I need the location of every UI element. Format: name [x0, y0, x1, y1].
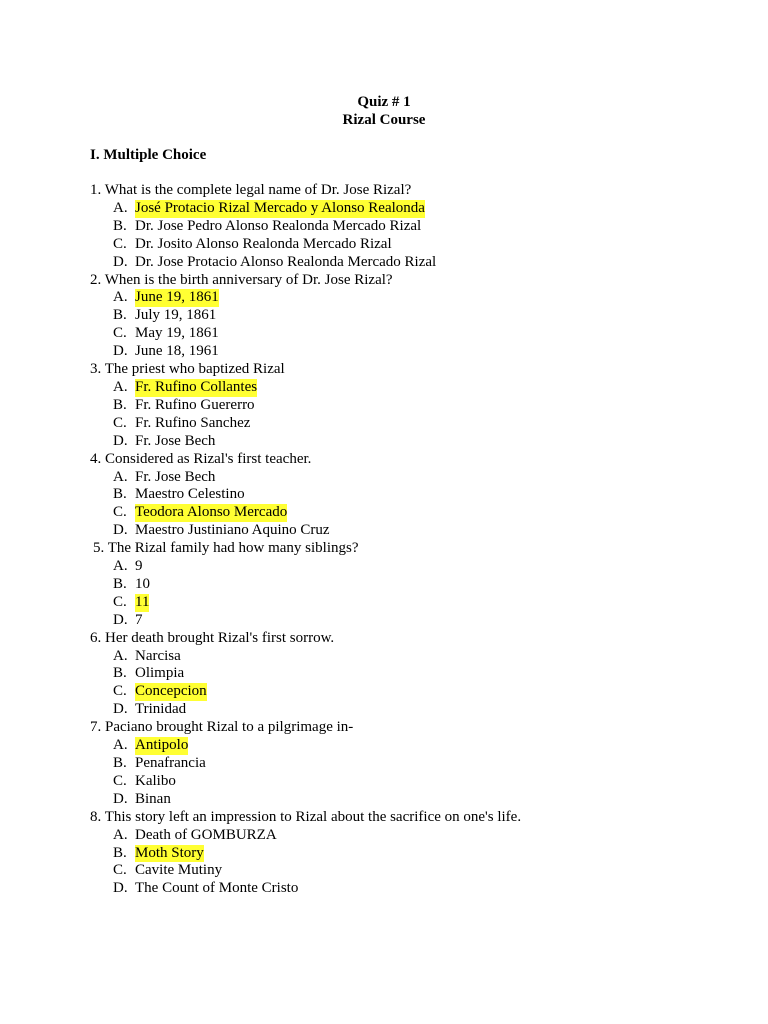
option-letter: B.: [113, 844, 127, 861]
answer-option: [90, 773, 710, 791]
answer-option: [90, 576, 710, 594]
answer-option: [90, 254, 710, 272]
answer-option: [90, 504, 710, 522]
option-letter: B.: [113, 217, 127, 234]
answer-option: [90, 522, 710, 540]
option-text: Fr. Jose Bech: [135, 468, 216, 485]
option-letter: A.: [113, 378, 128, 395]
page-subtitle: Rizal Course: [342, 112, 426, 128]
question-list: [90, 182, 710, 898]
option-letter: A.: [113, 737, 128, 754]
option-text: Kalibo: [135, 772, 176, 789]
option-text: Dr. Josito Alonso Realonda Mercado Rizal: [135, 235, 392, 252]
option-letter: B.: [113, 396, 127, 413]
option-letter: C.: [113, 862, 127, 879]
question-text: 2. When is the birth anniversary of Dr. Jose Rizal?: [90, 271, 393, 288]
answer-option: [90, 469, 710, 487]
option-letter: A.: [113, 468, 128, 485]
highlighted-answer: Fr. Rufino Collantes: [135, 378, 258, 395]
answer-option: [90, 594, 710, 612]
answer-option: [90, 827, 710, 845]
highlighted-answer: Moth Story: [135, 844, 204, 861]
answer-option: [90, 791, 710, 809]
option-letter: D.: [113, 790, 128, 807]
answer-option: [90, 737, 710, 755]
option-letter: A.: [113, 558, 128, 575]
option-text: June 18, 1961: [135, 343, 219, 360]
answer-option: [90, 397, 710, 415]
option-letter: D.: [113, 611, 128, 628]
option-text: Dr. Jose Protacio Alonso Realonda Mercado Rizal: [135, 253, 437, 270]
question-text: 7. Paciano brought Rizal to a pilgrimage in-: [90, 719, 354, 736]
option-letter: C.: [113, 683, 127, 700]
answer-option: [90, 379, 710, 397]
option-text: May 19, 1861: [135, 325, 219, 342]
option-text: 9: [135, 558, 143, 575]
section-heading: I. Multiple Choice: [90, 147, 207, 163]
option-letter: B.: [113, 307, 127, 324]
option-letter: C.: [113, 325, 127, 342]
answer-option: [90, 612, 710, 630]
option-text: Maestro Celestino: [135, 486, 245, 503]
option-letter: A.: [113, 199, 128, 216]
title-block: [0, 93, 768, 129]
answer-option: [90, 325, 710, 343]
option-text: Cavite Mutiny: [135, 862, 223, 879]
answer-option: [90, 845, 710, 863]
question-text: 1. What is the complete legal name of Dr. Jose Rizal?: [90, 182, 412, 198]
answer-option: [90, 755, 710, 773]
option-text: Maestro Justiniano Aquino Cruz: [135, 522, 330, 539]
answer-option: [90, 236, 710, 254]
option-text: Fr. Rufino Guererro: [135, 396, 255, 413]
answer-option: [90, 648, 710, 666]
question-text: 4. Considered as Rizal's first teacher.: [90, 450, 312, 467]
option-letter: D.: [113, 880, 128, 897]
option-letter: B.: [113, 665, 127, 682]
page-title: Quiz # 1: [357, 94, 411, 110]
question-text: 6. Her death brought Rizal's first sorrow.: [90, 629, 335, 646]
option-text: Trinidad: [135, 701, 187, 718]
option-text: Fr. Jose Bech: [135, 432, 216, 449]
highlighted-answer: Concepcion: [135, 683, 207, 700]
answer-option: [90, 433, 710, 451]
option-text: Death of GOMBURZA: [135, 826, 277, 843]
option-letter: D.: [113, 522, 128, 539]
answer-option: [90, 665, 710, 683]
answer-option: [90, 343, 710, 361]
answer-option: [90, 880, 710, 898]
question-text: 3. The priest who baptized Rizal: [90, 361, 285, 378]
option-text: 10: [135, 575, 150, 592]
answer-option: [90, 218, 710, 236]
option-letter: B.: [113, 575, 127, 592]
option-text: Binan: [135, 790, 171, 807]
option-text: Dr. Jose Pedro Alonso Realonda Mercado Rizal: [135, 217, 422, 234]
option-text: The Count of Monte Cristo: [135, 880, 299, 897]
answer-option: [90, 200, 710, 218]
highlighted-answer: June 19, 1861: [135, 289, 219, 306]
question-text: 8. This story left an impression to Rizal about the sacrifice on one's life.: [90, 808, 522, 825]
answer-option: [90, 486, 710, 504]
option-letter: A.: [113, 647, 128, 664]
option-letter: C.: [113, 772, 127, 789]
option-text: Penafrancia: [135, 755, 206, 771]
option-text: July 19, 1861: [135, 307, 217, 324]
highlighted-answer: Teodora Alonso Mercado: [135, 504, 288, 521]
option-letter: C.: [113, 593, 127, 610]
option-letter: B.: [113, 755, 127, 771]
answer-option: [90, 701, 710, 719]
option-letter: D.: [113, 432, 128, 449]
answer-option: [90, 558, 710, 576]
answer-option: [90, 307, 710, 325]
option-text: 7: [135, 611, 143, 628]
option-letter: B.: [113, 486, 127, 503]
option-text: Narcisa: [135, 647, 181, 664]
option-letter: D.: [113, 701, 128, 718]
option-text: Fr. Rufino Sanchez: [135, 414, 251, 431]
answer-option: [90, 289, 710, 307]
option-letter: A.: [113, 289, 128, 306]
option-text: Olimpia: [135, 665, 185, 682]
option-letter: C.: [113, 235, 127, 252]
option-letter: C.: [113, 504, 127, 521]
option-letter: A.: [113, 826, 128, 843]
highlighted-answer: Antipolo: [135, 737, 189, 754]
option-letter: D.: [113, 343, 128, 360]
highlighted-answer: José Protacio Rizal Mercado y Alonso Realonda: [135, 199, 425, 216]
highlighted-answer: 11: [135, 593, 150, 610]
question-text: 5. The Rizal family had how many siblings?: [93, 540, 359, 557]
option-letter: D.: [113, 253, 128, 270]
answer-option: [90, 862, 710, 880]
answer-option: [90, 415, 710, 433]
option-letter: C.: [113, 414, 127, 431]
answer-option: [90, 683, 710, 701]
